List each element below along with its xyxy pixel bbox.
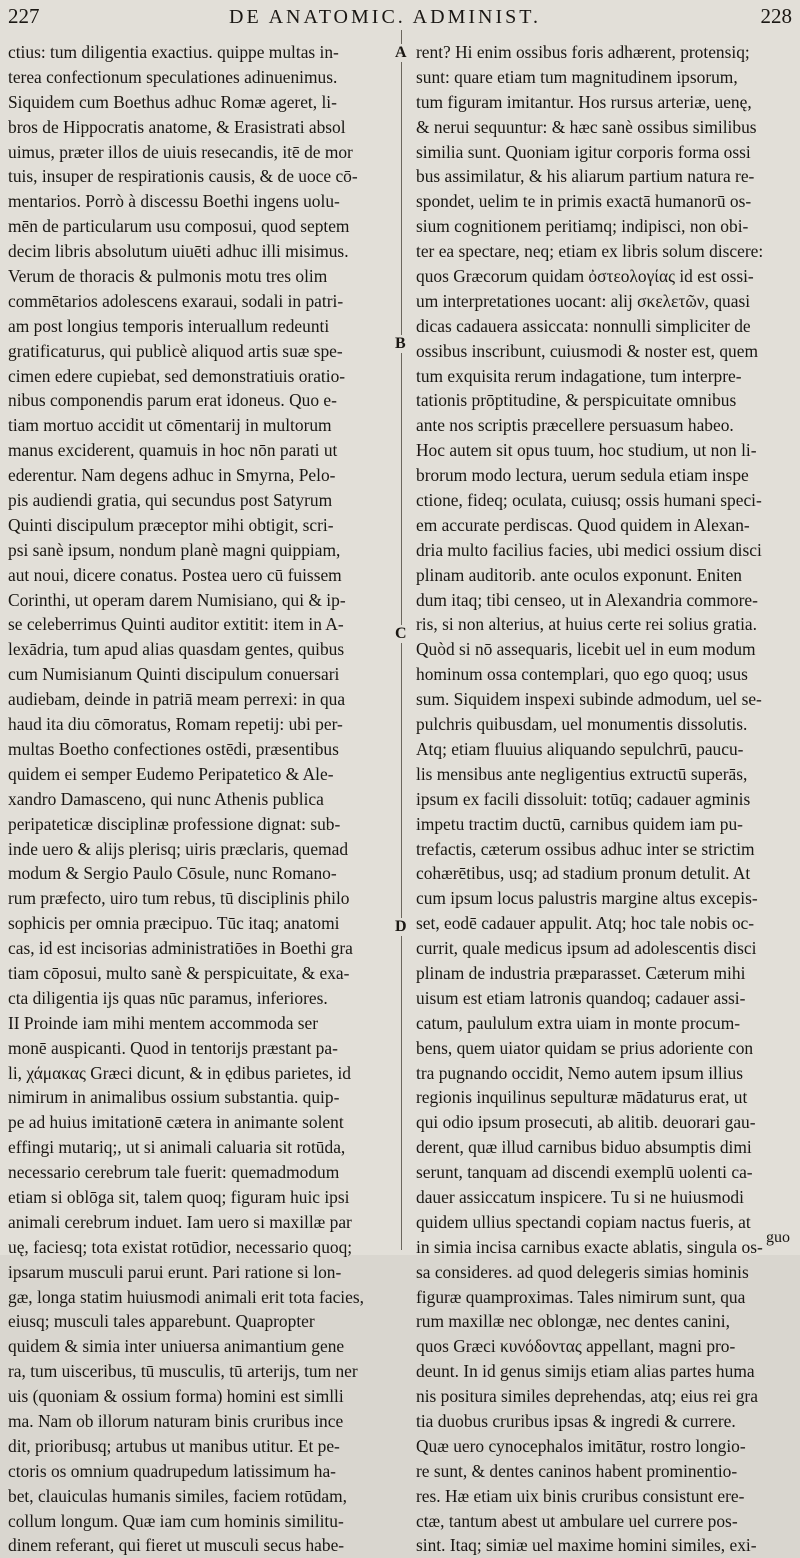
text-line: II Proinde iam mihi mentem accommoda ser bbox=[8, 1012, 319, 1033]
text-line: pe ad huius imitationē cætera in animante solent bbox=[8, 1112, 344, 1133]
text-line: re sunt, & dentes caninos habent prominentio- bbox=[416, 1460, 738, 1481]
text-line: uę, faciesq; tota existat rotūdior, necessario quoq; bbox=[8, 1236, 353, 1257]
text-line: gæ, longa statim huiusmodi animali erit tota facies, bbox=[8, 1286, 364, 1307]
text-line: res. Hæ etiam uix binis cruribus consistunt ere- bbox=[416, 1485, 745, 1506]
text-line: se celeberrimus Quinti auditor extitit: item in A- bbox=[8, 614, 344, 635]
text-line: hominum ossa contemplari, quo ego quoq; usus bbox=[416, 664, 748, 685]
text-line: animali cerebrum induet. Iam uero si maxillæ par bbox=[8, 1211, 352, 1232]
text-line: aut noui, dicere conatus. Postea uero cū fuissem bbox=[8, 564, 342, 585]
text-line: spondet, uelim te in primis exactā humanorū os- bbox=[416, 191, 752, 212]
text-line: dria multo facilius facies, ubi medici ossium disci bbox=[416, 539, 762, 560]
text-line: ante nos scriptis præcellere persuasum habeo. bbox=[416, 415, 734, 436]
text-line: rent? Hi enim ossibus foris adhærent, protensiq; bbox=[416, 42, 750, 62]
text-line: tuis, insuper de respirationis causis, & de uoce cō- bbox=[8, 166, 358, 187]
text-line: tiam cōposui, multo sanè & perspicuitate, & exa- bbox=[8, 962, 350, 983]
text-line: etiam si oblōga sit, talem quoq; figuram huic ipsi bbox=[8, 1186, 350, 1207]
text-line: rum maxillæ nec oblongæ, nec dentes canini, bbox=[416, 1311, 730, 1332]
text-line: uimus, præter illos de uiuis resecandis, itē de mor bbox=[8, 141, 353, 162]
text-line: & nerui sequuntur: & hæc sanè ossibus similibus bbox=[416, 116, 757, 137]
text-line: similia sunt. Quoniam igitur corporis forma ossi bbox=[416, 141, 751, 162]
text-line: plinam auditorib. ante oculos exponunt. Eniten bbox=[416, 564, 743, 585]
text-line: ma. Nam ob illorum naturam binis cruribus ince bbox=[8, 1410, 344, 1431]
text-line: Siquidem cum Boethus adhuc Romæ ageret, li- bbox=[8, 91, 337, 112]
text-line: cohærētibus, usq; ad stadium pronum detulit. At bbox=[416, 863, 751, 884]
text-line: nibus componendis parum erat idoneus. Quo e- bbox=[8, 390, 337, 411]
text-line: Verum de thoracis & pulmonis motu tres olim bbox=[8, 266, 328, 287]
text-line: manus exciderent, quamuis in hoc nōn parati ut bbox=[8, 440, 338, 461]
text-line: tum figuram imitantur. Hos rursus arteriæ, uenę, bbox=[416, 91, 752, 112]
margin-letter-c: C bbox=[395, 625, 407, 642]
text-line: Hoc autem sit opus tuum, hoc studium, ut non li- bbox=[416, 440, 757, 461]
text-line: plinam de industria præparasset. Cæterum mihi bbox=[416, 962, 746, 983]
text-line: quos Græcorum quidam ὀστεολογίας id est ossi- bbox=[416, 266, 754, 287]
text-line: regionis inquilinus sepulturæ mādaturus erat, ut bbox=[416, 1087, 748, 1108]
text-line: cum Numisianum Quinti discipulum conuersari bbox=[8, 664, 340, 685]
text-line: um interpretationes uocant: alij σκελετῶν, quasi bbox=[416, 290, 751, 311]
right-page-number: 228 bbox=[760, 4, 792, 28]
text-line: catum, paululum extra uiam in monte procum- bbox=[416, 1012, 741, 1033]
text-line: nimirum in animalibus ossium substantia. quip- bbox=[8, 1087, 340, 1108]
text-line: dauer assiccatum inspicere. Tu si ne huiusmodi bbox=[416, 1186, 744, 1207]
text-line: Atq; etiam fluuius aliquando sepulchrū, paucu- bbox=[416, 738, 744, 759]
text-line: Quinti discipulum præceptor mihi obtigit, scri- bbox=[8, 514, 334, 535]
text-line: sum. Siquidem inspexi subinde admodum, uel se- bbox=[416, 689, 762, 710]
text-line: peripateticæ disciplinæ professione dignat: sub- bbox=[8, 813, 341, 834]
text-line: bus assimilatur, & his aliarum partium natura re- bbox=[416, 166, 755, 187]
text-line: mēn de particularum usu composui, quod septem bbox=[8, 216, 350, 237]
text-line: collum longum. Quæ iam cum hominis similitu- bbox=[8, 1510, 344, 1531]
text-line: set, eodē cadauer appulit. Atq; hoc tale nobis oc- bbox=[416, 913, 755, 934]
text-line: ctione, fideq; oculata, cuiusq; ossis humani speci- bbox=[416, 490, 762, 511]
text-line: bens, quem uiator quidam se prius adoriente con bbox=[416, 1037, 754, 1058]
text-line: quidem ei semper Eudemo Peripatetico & Ale- bbox=[8, 763, 334, 784]
text-line: pis audiendi gratia, qui secundus post Satyrum bbox=[8, 490, 333, 511]
text-line: dum itaq; tibi censeo, ut in Alexandria commore- bbox=[416, 589, 758, 610]
text-line: bet, clauiculas humanis similes, faciem rotūdam, bbox=[8, 1485, 348, 1506]
text-line: ctius: tum diligentia exactius. quippe multas in- bbox=[8, 42, 339, 62]
text-line: trefactis, cæterum ossibus adhuc inter se strictim bbox=[416, 838, 755, 859]
text-line: tationis prōptitudine, & perspicuitate omnibus bbox=[416, 390, 737, 411]
text-line: ra, tum uisceribus, tū musculis, tū arterijs, tum ner bbox=[8, 1361, 358, 1382]
text-line: am post longius temporis interuallum redeunti bbox=[8, 315, 330, 336]
right-text-column bbox=[416, 40, 794, 1558]
text-line: ctoris os omnium quadrupedum latissimum ha- bbox=[8, 1460, 336, 1481]
margin-letter-a: A bbox=[395, 44, 407, 61]
left-text-column bbox=[8, 40, 390, 1558]
text-line: dinem referant, qui fieret ut musculi secus habe- bbox=[8, 1535, 345, 1556]
text-line: quidem & simia inter uniuersa animantium gene bbox=[8, 1336, 345, 1357]
text-line: cum ipsum locus palustris margine altus excepis- bbox=[416, 888, 758, 909]
text-line: sunt: quare etiam tum magnitudinem ipsorum, bbox=[416, 66, 738, 87]
text-line: sophicis per omnia præcipuo. Tūc itaq; anatomi bbox=[8, 913, 340, 934]
text-line: psi sanè ipsum, nondum planè magni quippiam, bbox=[8, 539, 341, 560]
text-line: pulchris quibusdam, uel monumentis dissolutis. bbox=[416, 714, 748, 735]
text-line: tra pugnando occidit, Nemo autem ipsum illius bbox=[416, 1062, 743, 1083]
text-line: quidem ullius spectandi copiam nactus fueris, at bbox=[416, 1211, 751, 1232]
text-line: nis positura similes deprehendas, atq; eius rei gra bbox=[416, 1386, 758, 1407]
text-line: cimen edere cupiebat, sed demonstratiuis oratio- bbox=[8, 365, 346, 386]
text-line: monē auspicanti. Quod in tentorijs præstant pa- bbox=[8, 1037, 338, 1058]
text-line: lis mensibus ante negligentius extructū superās, bbox=[416, 763, 748, 784]
text-line: tiam mortuo accidit ut cōmentarij in multorum bbox=[8, 415, 332, 436]
text-line: multas Boetho confectiones ostēdi, præsentibus bbox=[8, 738, 339, 759]
text-line: modum & Sergio Paulo Cōsule, nunc Romano- bbox=[8, 863, 337, 884]
text-line: ossibus inscribunt, cuiusmodi & noster est, quem bbox=[416, 340, 758, 361]
text-line: audiebam, deinde in patriā meam perrexi: in qua bbox=[8, 689, 346, 710]
text-line: qui odio ipsum prosecuti, ab alitib. deuorari gau- bbox=[416, 1112, 756, 1133]
text-line: cas, id est incisorias administratiōes in Boethi gra bbox=[8, 938, 353, 959]
catchword: guo bbox=[766, 1229, 790, 1246]
text-line: Corinthi, ut operam darem Numisiano, qui & ip- bbox=[8, 589, 346, 610]
text-line: sa consideres. ad quod delegeris simias hominis bbox=[416, 1261, 749, 1282]
text-line: derent, quæ illud carnibus biduo absumptis dimi bbox=[416, 1137, 752, 1158]
text-line: dit, prioribusq; artubus ut manibus utitur. Et pe- bbox=[8, 1435, 340, 1456]
text-line: terea confectionum speculationes adinuenimus. bbox=[8, 66, 338, 87]
text-line: tia duobus cruribus ipsas & ingredi & currere. bbox=[416, 1410, 736, 1431]
text-line: ipsum ex facili dissoluit: totūq; cadauer agminis bbox=[416, 788, 751, 809]
text-line: necessario cerebrum tale fuerit: quemadmodum bbox=[8, 1162, 340, 1183]
margin-letter-b: B bbox=[395, 335, 406, 352]
text-line: dicas cadauera assiccata: nonnulli simpliciter de bbox=[416, 315, 751, 336]
text-line: gratificaturus, qui publicè aliquod artis suæ spe- bbox=[8, 340, 343, 361]
text-line: em accurate perdiscas. Quod quidem in Alexan- bbox=[416, 514, 750, 535]
text-line: brorum modo lectura, uerum sedula etiam inspe bbox=[416, 465, 749, 486]
text-line: ederentur. Nam degens adhuc in Smyrna, Pelo- bbox=[8, 465, 336, 486]
text-line: xandro Damasceno, qui nunc Athenis publica bbox=[8, 788, 324, 809]
text-line: sium cognitionem peritiamq; indipisci, non obi- bbox=[416, 216, 749, 237]
text-line: ris, si non alterius, at huius certe rei solius gratia. bbox=[416, 614, 757, 635]
text-line: ipsarum musculi parui erunt. Pari ratione si lon- bbox=[8, 1261, 342, 1282]
margin-letter-d: D bbox=[395, 918, 407, 935]
text-line: Quòd si nō assequaris, licebit uel in eum modum bbox=[416, 639, 756, 660]
text-line: Quæ uero cynocephalos imitātur, rostro longio- bbox=[416, 1435, 746, 1456]
text-line: currit, quale medicus ipsum ad adolescentis disci bbox=[416, 938, 757, 959]
text-line: sint. Itaq; simiæ uel maxime homini similes, exi- bbox=[416, 1535, 757, 1556]
text-line: uis (quoniam & ossium forma) homini est simlli bbox=[8, 1386, 344, 1407]
page-header bbox=[0, 4, 800, 30]
left-page-number: 227 bbox=[8, 4, 40, 28]
text-line: ctæ, tantum abest ut ambulare uel currere pos- bbox=[416, 1510, 738, 1531]
text-line: ter ea spectare, neq; etiam ex libris solum discere: bbox=[416, 241, 764, 262]
text-line: cta diligentia ijs quas nūc paramus, inferiores. bbox=[8, 987, 328, 1008]
text-line: eiusq; musculi tales apparebunt. Quapropter bbox=[8, 1311, 315, 1332]
text-line: effingi mutariq;, ut si animali caluaria sit rotūda, bbox=[8, 1137, 346, 1158]
text-line: quos Græci κυνόδοντας appellant, magni pro- bbox=[416, 1336, 736, 1357]
text-line: in simia incisa carnibus exacte ablatis, singula os- bbox=[416, 1236, 763, 1257]
text-line: bros de Hippocratis anatome, & Erasistrati absol bbox=[8, 116, 346, 137]
text-line: decim libris absolutum uiuēti adhuc illi misimus. bbox=[8, 241, 349, 262]
text-line: deunt. In id genus simijs etiam alias partes huma bbox=[416, 1361, 755, 1382]
text-line: haud ita diu cōmoratus, Romam repetij: ubi per- bbox=[8, 714, 343, 735]
text-line: tum exquisita rerum indagatione, tum interpre- bbox=[416, 365, 742, 386]
text-line: serunt, tanquam ad discendi exemplū uolenti ca- bbox=[416, 1162, 753, 1183]
text-line: li, χάμακας Græci dicunt, & in ędibus parietes, id bbox=[8, 1062, 352, 1083]
text-line: commētarios adolescens exaraui, sodali in patri- bbox=[8, 290, 344, 311]
text-line: impetu tractim ductū, carnibus quidem iam pu- bbox=[416, 813, 743, 834]
text-line: inde uero & alijs plerisq; uiris præclaris, quemad bbox=[8, 838, 349, 859]
running-head: DE ANATOMIC. ADMINIST. bbox=[229, 6, 541, 28]
text-line: lexādria, tum apud alias quasdam gentes, quibus bbox=[8, 639, 345, 660]
text-line: rum præfecto, uiro tum rebus, tū disciplinis philo bbox=[8, 888, 350, 909]
text-line: uisum est etiam latronis quandoq; cadauer assi- bbox=[416, 987, 746, 1008]
text-line: figuræ quamproximas. Tales nimirum sunt, qua bbox=[416, 1286, 746, 1307]
text-line: mentarios. Porrò à discessu Boethi ingens uolu- bbox=[8, 191, 340, 212]
